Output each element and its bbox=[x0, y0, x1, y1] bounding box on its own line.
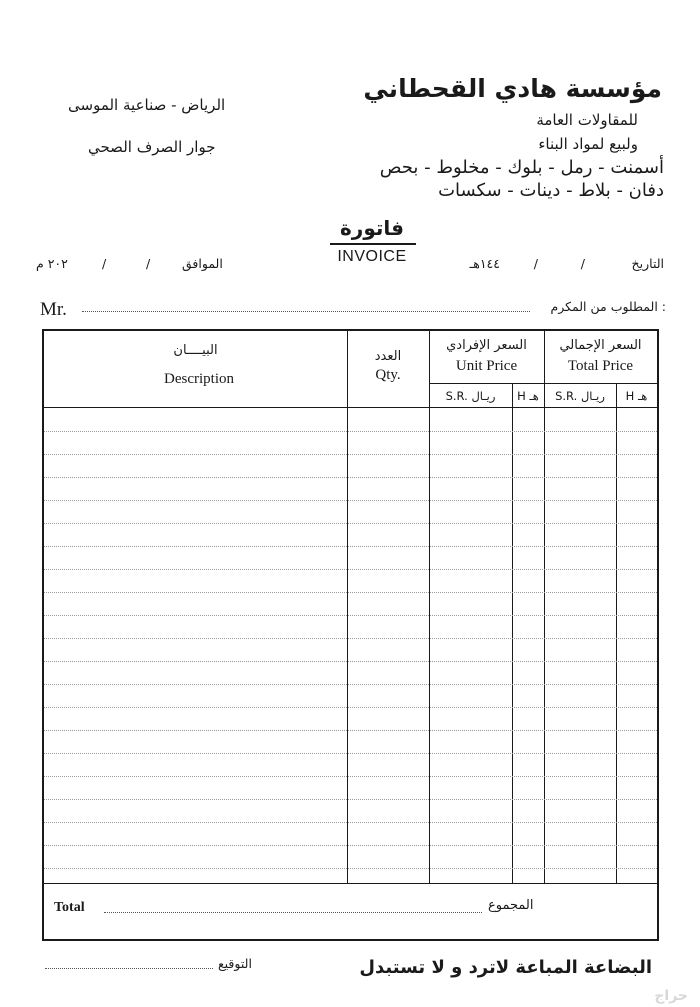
invoice-table bbox=[42, 329, 659, 941]
column-divider bbox=[616, 384, 617, 883]
hijri-year: ١٤٤هـ bbox=[469, 256, 500, 271]
table-row[interactable] bbox=[44, 776, 657, 777]
column-divider bbox=[544, 331, 545, 883]
header-subdivider bbox=[429, 383, 657, 384]
column-divider bbox=[512, 384, 513, 883]
signature-field[interactable] bbox=[45, 968, 213, 969]
total-price-h-label: H هـ bbox=[625, 389, 648, 403]
description-header-arabic: البيــــان bbox=[173, 343, 218, 358]
table-row[interactable] bbox=[44, 868, 657, 869]
table-row[interactable] bbox=[44, 592, 657, 593]
unit-price-h-label: H هـ bbox=[517, 389, 539, 403]
required-from-label: : المطلوب من المكرم bbox=[550, 299, 666, 314]
unit-price-sr-label: S.R. ريـال bbox=[445, 389, 496, 403]
table-row[interactable] bbox=[44, 730, 657, 731]
table-row[interactable] bbox=[44, 477, 657, 478]
table-row[interactable] bbox=[44, 707, 657, 708]
company-name: مؤسسة هادي القحطاني bbox=[363, 74, 662, 103]
gregorian-date-separator: / bbox=[102, 256, 107, 271]
table-row[interactable] bbox=[44, 845, 657, 846]
body-bottom-rule bbox=[44, 883, 657, 884]
hijri-date-label: التاريخ bbox=[631, 256, 664, 271]
table-row[interactable] bbox=[44, 615, 657, 616]
description-header-english: Description bbox=[164, 371, 234, 387]
title-underline bbox=[330, 243, 416, 245]
invoice-title-english: INVOICE bbox=[337, 248, 407, 265]
company-activity-line2: ولبيع لمواد البناء bbox=[538, 135, 638, 153]
signature-label: التوقيع bbox=[218, 956, 252, 971]
table-row[interactable] bbox=[44, 546, 657, 547]
customer-name-field[interactable] bbox=[82, 311, 530, 312]
total-label-english: Total bbox=[54, 900, 85, 915]
column-divider bbox=[347, 331, 348, 883]
table-row[interactable] bbox=[44, 799, 657, 800]
unit-price-header-english: Unit Price bbox=[455, 358, 518, 374]
products-line2: دفان - بلاط - دينات - سكسات bbox=[438, 180, 664, 201]
products-line1: أسمنت - رمل - بلوك - مخلوط - بحص bbox=[379, 157, 664, 178]
gregorian-year: ٢٠٢ م bbox=[36, 256, 68, 271]
table-row[interactable] bbox=[44, 569, 657, 570]
total-label-arabic: المجموع bbox=[488, 898, 534, 913]
table-row[interactable] bbox=[44, 684, 657, 685]
table-row[interactable] bbox=[44, 753, 657, 754]
total-price-header-arabic: السعر الإجمالي bbox=[559, 338, 642, 353]
address-line1: الرياض - صناعية الموسى bbox=[68, 96, 226, 114]
table-row[interactable] bbox=[44, 822, 657, 823]
qty-header-english: Qty. bbox=[375, 367, 401, 383]
invoice-title-arabic: فاتورة bbox=[340, 216, 404, 240]
gregorian-date-separator: / bbox=[146, 256, 151, 271]
watermark: حراج bbox=[654, 988, 688, 1004]
table-row[interactable] bbox=[44, 454, 657, 455]
hijri-date-separator: / bbox=[580, 256, 585, 271]
mr-label: Mr. bbox=[40, 299, 67, 320]
hijri-date-separator: / bbox=[533, 256, 538, 271]
no-return-notice: البضاعة المباعة لاترد و لا تستبدل bbox=[359, 957, 652, 978]
total-price-sr-label: S.R. ريـال bbox=[555, 389, 605, 403]
table-row[interactable] bbox=[44, 523, 657, 524]
column-divider bbox=[429, 331, 430, 883]
qty-header-arabic: العدد bbox=[374, 349, 402, 364]
table-row[interactable] bbox=[44, 431, 657, 432]
total-amount-field[interactable] bbox=[104, 912, 482, 913]
table-row[interactable] bbox=[44, 661, 657, 662]
company-activity-line1: للمقاولات العامة bbox=[536, 111, 638, 129]
total-price-header-english: Total Price bbox=[567, 358, 634, 374]
table-row[interactable] bbox=[44, 500, 657, 501]
address-line2: جوار الصرف الصحي bbox=[88, 138, 216, 156]
table-row[interactable] bbox=[44, 638, 657, 639]
gregorian-date-label: الموافق bbox=[182, 256, 223, 271]
header-bottom-rule bbox=[44, 407, 657, 408]
unit-price-header-arabic: السعر الإفرادي bbox=[446, 338, 527, 353]
